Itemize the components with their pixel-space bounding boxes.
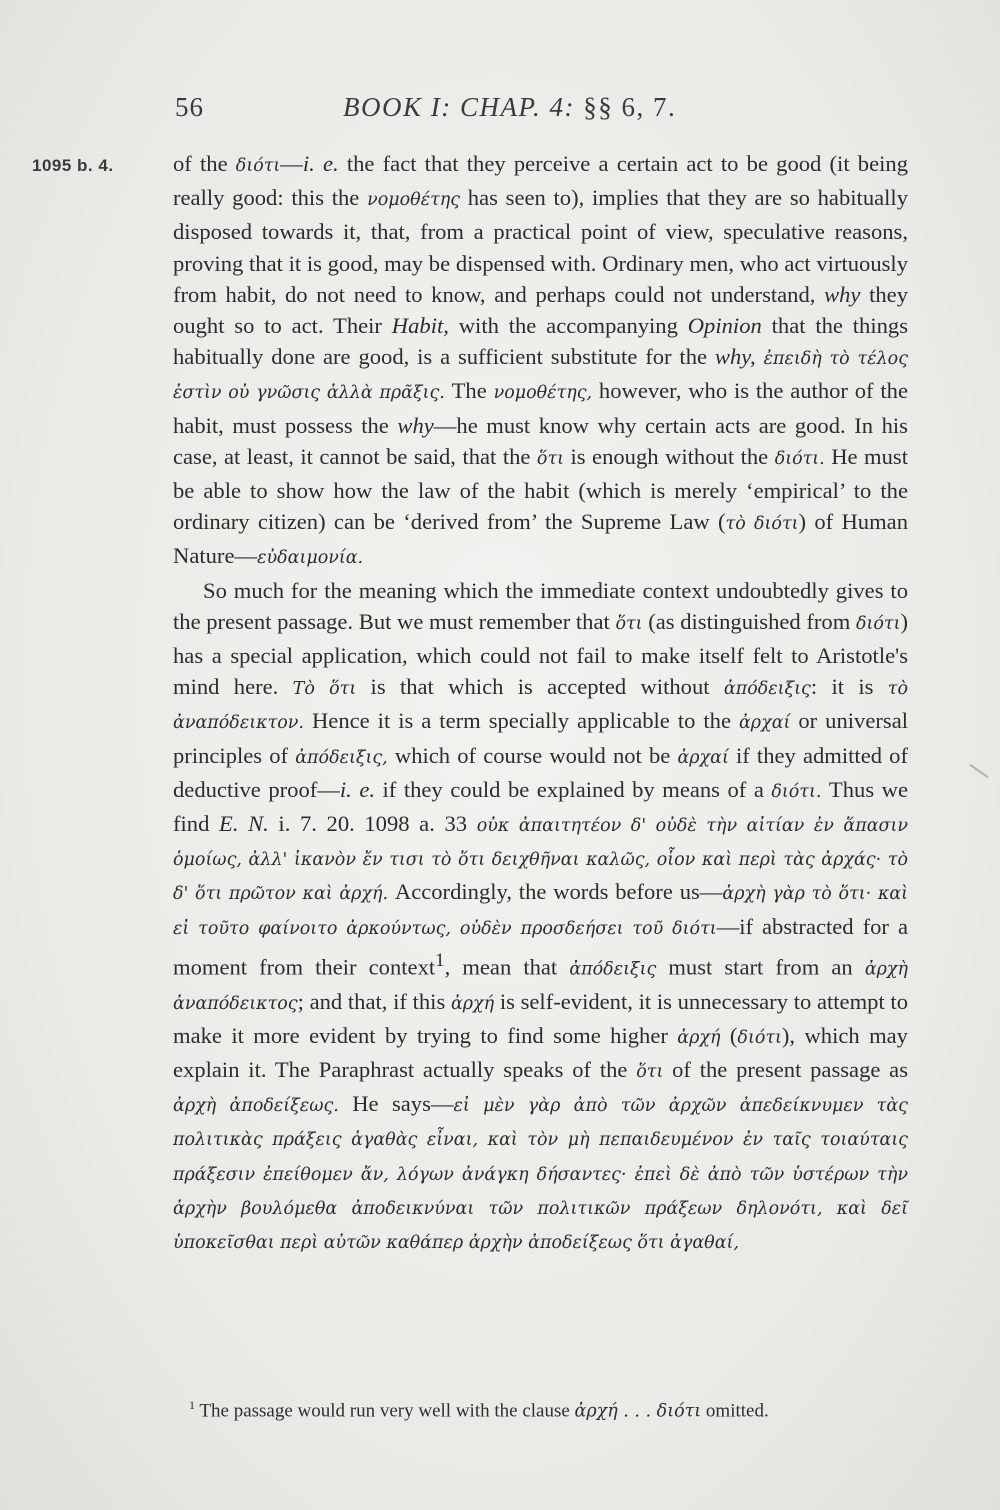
greek-text: ἀρχή <box>677 1027 721 1048</box>
text-run: they ought so to act. Their <box>173 281 908 339</box>
italic-text: i. e. <box>302 151 339 176</box>
margin-pencil-mark <box>969 764 988 778</box>
greek-text: ἀπόδειξις <box>569 959 657 980</box>
greek-text: διότι <box>737 1027 782 1048</box>
text-run: if they could be explained by means of a <box>375 776 772 802</box>
text-run: (as distinguished from <box>642 608 856 634</box>
italic-text: why, <box>714 344 756 370</box>
greek-text: νομοθέτης, <box>493 383 593 404</box>
text-run: the fact that they perceive a certain act to be good (it being really good: this the <box>173 151 908 211</box>
page-number: 56 <box>175 92 204 122</box>
greek-text: τὸ ἀναπόδεικτον. <box>173 679 908 734</box>
text-run: So much for the meaning which the immediate context undoubtedly gives to the present passage. But we must remember that <box>173 577 908 634</box>
text-run: ( <box>720 1022 738 1048</box>
greek-text: διότι. <box>774 448 825 469</box>
text-run: with the accompanying <box>448 313 688 339</box>
text-run: Hence it is a term specially applicable to the <box>304 708 739 734</box>
text-run: He says— <box>338 1091 454 1117</box>
text-run: Accordingly, the words before us— <box>388 879 723 905</box>
text-run: i. 7. 20. 1098 a. 33 <box>268 811 477 837</box>
text-run: if they admitted of deductive proof— <box>173 742 909 802</box>
text-run: ) has a special application, which could not fail to make itself felt to Aristotle's mind here. <box>173 608 908 700</box>
greek-text: διότι <box>855 613 901 634</box>
text-run: is that which is accepted without <box>356 674 724 700</box>
text-run: which of course would not be <box>387 742 678 768</box>
greek-text: ἀρχὴ ἀναπόδεικτος <box>173 959 909 1014</box>
greek-text: διότι. <box>771 781 822 802</box>
greek-text: ἀπόδειξις, <box>295 747 388 768</box>
text-run: that the things habitually done are good, is a sufficient substitute for the <box>173 313 909 370</box>
text-run: : it is <box>810 674 888 700</box>
greek-text: ἐπειδὴ τὸ τέλος ἐστὶν οὐ γνῶσις ἀλλὰ πρᾶξις. <box>173 349 908 404</box>
greek-text: ἀρχαί <box>738 713 791 734</box>
text-run: must start from an <box>656 954 865 980</box>
greek-text: ἀρχαί <box>677 747 729 768</box>
text-run: ; and that, if this <box>297 988 451 1014</box>
margin-reference: 1095 b. 4. <box>32 156 114 175</box>
text-run: He must be able to show how the law of the habit (which is merely ‘empirical’ to the ordinary citizen) can be ‘derived from’ the Supreme Law ( <box>173 443 908 535</box>
greek-text: ὅτι <box>536 448 565 469</box>
greek-text: Τὸ ὅτι <box>292 679 357 700</box>
italic-text: why <box>397 412 434 438</box>
text-run: has seen to), implies that they are so habitually disposed towards it, that, from a practical point of view, speculative reasons, proving that it is good, may be dispensed with. Ordinary men, who act virtuously from habit, do not need to know, and perhaps could not understand, <box>173 185 908 307</box>
text-run: —he must know why certain acts are good. In his case, at least, it cannot be said, that the <box>173 412 908 469</box>
greek-text: ὅτι <box>615 613 643 634</box>
greek-quotation: οὐκ ἀπαιτητέον δ' οὐδὲ τὴν αἰτίαν ἐν ἅπασιν ὁμοίως, ἀλλ' ἱκανὸν ἔν τισι τὸ ὅτι δειχθῆναι καλῶς, οἷον καὶ περὶ τὰς ἀρχάς· τὸ δ' ὅτι πρῶτον καὶ ἀρχή. <box>173 816 908 905</box>
text-run <box>756 344 764 369</box>
footnote <box>173 1392 908 1424</box>
italic-text: why <box>824 281 861 307</box>
text-run: of the <box>173 151 236 176</box>
running-title <box>343 92 676 123</box>
greek-text: τὸ διότι <box>725 514 799 535</box>
footnote-ref: 1 <box>435 949 445 971</box>
greek-text: ἀρχὴ ἀποδείξεως. <box>173 1096 339 1117</box>
greek-text: διότι <box>235 156 281 176</box>
text-run: however, who is the author of the habit, must possess the <box>173 378 908 438</box>
text-run: — <box>280 151 303 176</box>
greek-quotation: εἰ μὲν γὰρ ἀπὸ τῶν ἀρχῶν ἀπεδείκνυμεν τὰς πολιτικὰς πράξεις ἀγαθὰς εἶναι, καὶ τὸν μὴ πεπαιδευμένον ἐν ταῖς τοιαύταις πράξεσιν ἐπείθομεν ἄν, λόγων ἀνάγκη δήσαντες· ἐπεὶ δὲ ἀπὸ τῶν ὑστέρων τὴν ἀρχὴν βουλόμεθα ἀποδεικνύναι τῶν πολιτικῶν πράξεων δηλονότι, καὶ δεῖ ὑποκεῖσθαι περὶ αὐτῶν καθάπερ ἀρχὴν ἀποδείξεως ὅτι ἀγαθαί, <box>173 1096 908 1254</box>
text-run: is enough without the <box>564 443 775 469</box>
text-run: —if abstracted for a moment from their context <box>173 913 908 980</box>
greek-text: ἀρχή <box>450 993 495 1014</box>
page-header <box>175 92 755 136</box>
footnote-marker: 1 <box>189 1398 195 1412</box>
body-text <box>173 148 908 1259</box>
text-run: of the present passage as <box>663 1057 909 1083</box>
italic-text: Opinion <box>687 313 762 339</box>
footnote-text: The passage would run very well with the clause <box>195 1400 575 1422</box>
text-run: , mean that <box>444 954 570 980</box>
footnote-text: omitted. <box>701 1400 769 1422</box>
text-run: ) of Human Nature— <box>173 509 908 569</box>
paragraph-1 <box>173 148 908 575</box>
greek-text: νομοθέτης <box>367 190 461 211</box>
italic-text: i. e. <box>339 776 375 802</box>
text-run: Thus we find <box>173 776 908 837</box>
running-section: §§ 6, 7. <box>583 92 677 122</box>
running-title-text: BOOK I: CHAP. 4: <box>343 92 575 122</box>
paragraph-2 <box>173 575 908 1260</box>
text-run: is self-evident, it is unnecessary to attempt to make it more evident by trying to find some higher <box>173 988 908 1048</box>
greek-text: ὅτι <box>636 1062 664 1083</box>
text-run: ), which may explain it. The Paraphrast actually speaks of the <box>173 1022 908 1083</box>
text-run: or universal principles of <box>173 708 908 768</box>
greek-quotation: ἀρχὴ γὰρ τὸ ὅτι· καὶ εἰ τοῦτο φαίνοιτο ἀρκούντως, οὐδὲν προσδεήσει τοῦ διότι <box>173 884 908 939</box>
greek-text: ἀρχή . . . διότι <box>574 1401 702 1422</box>
greek-text: ἀπόδειξις <box>723 679 811 700</box>
text-run: The <box>444 378 494 404</box>
greek-text: εὐδαιμονία. <box>257 548 364 569</box>
italic-text: Habit, <box>391 313 449 339</box>
citation-text: E. N. <box>219 811 269 837</box>
